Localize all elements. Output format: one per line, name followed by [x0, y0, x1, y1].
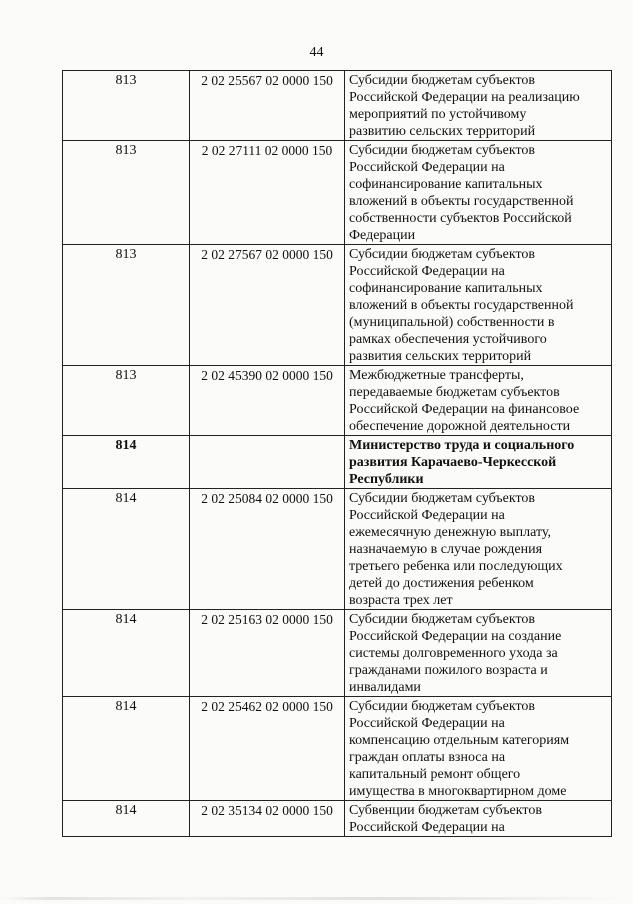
description-line: вложений в объекты государственной [349, 298, 574, 313]
admin-code-cell: 813 [63, 245, 190, 366]
revenue-code-cell: 2 02 25084 02 0000 150 [190, 489, 345, 610]
admin-code-cell: 813 [63, 141, 190, 245]
description-line: Субсидии бюджетам субъектов [349, 247, 536, 262]
description-line: Российской Федерации на создание [349, 629, 562, 644]
table-row [63, 801, 612, 837]
description-line: ежемесячную денежную выплату, [349, 525, 552, 540]
revenue-code-cell: 2 02 35134 02 0000 150 [190, 801, 345, 837]
table-row [63, 71, 612, 141]
revenue-code-cell: 2 02 27567 02 0000 150 [190, 245, 345, 366]
description-line: детей до достижения ребенком [349, 576, 534, 591]
revenue-code-cell: 2 02 25163 02 0000 150 [190, 610, 345, 697]
table-row [63, 245, 612, 366]
table-row [63, 489, 612, 610]
description-line: Субсидии бюджетам субъектов [349, 73, 536, 88]
description-cell [345, 489, 612, 610]
description-line: обеспечение дорожной деятельности [349, 419, 571, 434]
description-line: инвалидами [349, 680, 421, 695]
description-line: системы долговременного ухода за [349, 646, 558, 661]
budget-classification-table [62, 70, 612, 837]
description-line: Российской Федерации на реализацию [349, 90, 580, 105]
admin-code-cell: 814 [63, 610, 190, 697]
description-line: капитальный ремонт общего [349, 767, 521, 782]
admin-code-cell: 814 [63, 801, 190, 837]
scan-artifact [0, 897, 633, 900]
description-line: развитию сельских территорий [349, 124, 536, 139]
admin-code-cell: 814 [63, 436, 190, 489]
admin-code-cell: 813 [63, 366, 190, 436]
description-line: Межбюджетные трансферты, [349, 368, 524, 383]
description-line: Российской Федерации на [349, 820, 505, 835]
table-row [63, 436, 612, 489]
description-line: мероприятий по устойчивому [349, 107, 527, 122]
description-line: третьего ребенка или последующих [349, 559, 563, 574]
description-line: Министерство труда и социального [349, 438, 575, 453]
table-row [63, 141, 612, 245]
description-line: Субсидии бюджетам субъектов [349, 612, 536, 627]
table-body [63, 71, 612, 837]
page-number: 44 [309, 45, 324, 60]
description-line: гражданами пожилого возраста и [349, 663, 548, 678]
description-line: имущества в многоквартирном доме [349, 784, 567, 799]
description-line: возраста трех лет [349, 593, 453, 608]
revenue-code-cell: 2 02 27111 02 0000 150 [190, 141, 345, 245]
description-line: Субсидии бюджетам субъектов [349, 699, 536, 714]
description-cell [345, 697, 612, 801]
description-cell [345, 801, 612, 837]
description-line: софинансирование капитальных [349, 177, 543, 192]
description-cell [345, 71, 612, 141]
description-line: Субсидии бюджетам субъектов [349, 491, 536, 506]
description-line: назначаемую в случае рождения [349, 542, 543, 557]
description-line: Российской Федерации на [349, 264, 505, 279]
description-line: граждан оплаты взноса на [349, 750, 506, 765]
description-line: Российской Федерации на [349, 508, 505, 523]
description-line: Республики [349, 472, 424, 487]
description-line: Российской Федерации на финансовое [349, 402, 580, 417]
description-line: компенсацию отдельным категориям [349, 733, 570, 748]
description-cell [345, 436, 612, 489]
description-line: Субвенции бюджетам субъектов [349, 803, 542, 818]
description-line: развития сельских территорий [349, 349, 532, 364]
description-cell [345, 366, 612, 436]
revenue-code-cell: 2 02 45390 02 0000 150 [190, 366, 345, 436]
description-line: Федерации [349, 228, 416, 243]
description-line: собственности субъектов Российской [349, 211, 572, 226]
description-line: Российской Федерации на [349, 160, 505, 175]
description-cell [345, 245, 612, 366]
description-line: софинансирование капитальных [349, 281, 543, 296]
revenue-code-cell: 2 02 25462 02 0000 150 [190, 697, 345, 801]
description-line: рамках обеспечения устойчивого [349, 332, 547, 347]
description-line: (муниципальной) собственности в [349, 315, 555, 330]
description-line: вложений в объекты государственной [349, 194, 574, 209]
table-row [63, 610, 612, 697]
description-line: Субсидии бюджетам субъектов [349, 143, 536, 158]
description-line: Российской Федерации на [349, 716, 505, 731]
revenue-code-cell [190, 436, 345, 489]
admin-code-cell: 813 [63, 71, 190, 141]
description-line: развития Карачаево-Черкесской [349, 455, 557, 470]
admin-code-cell: 814 [63, 489, 190, 610]
table-row [63, 366, 612, 436]
revenue-code-cell: 2 02 25567 02 0000 150 [190, 71, 345, 141]
description-cell [345, 141, 612, 245]
description-cell [345, 610, 612, 697]
description-line: передаваемые бюджетам субъектов [349, 385, 560, 400]
table-row [63, 697, 612, 801]
admin-code-cell: 814 [63, 697, 190, 801]
